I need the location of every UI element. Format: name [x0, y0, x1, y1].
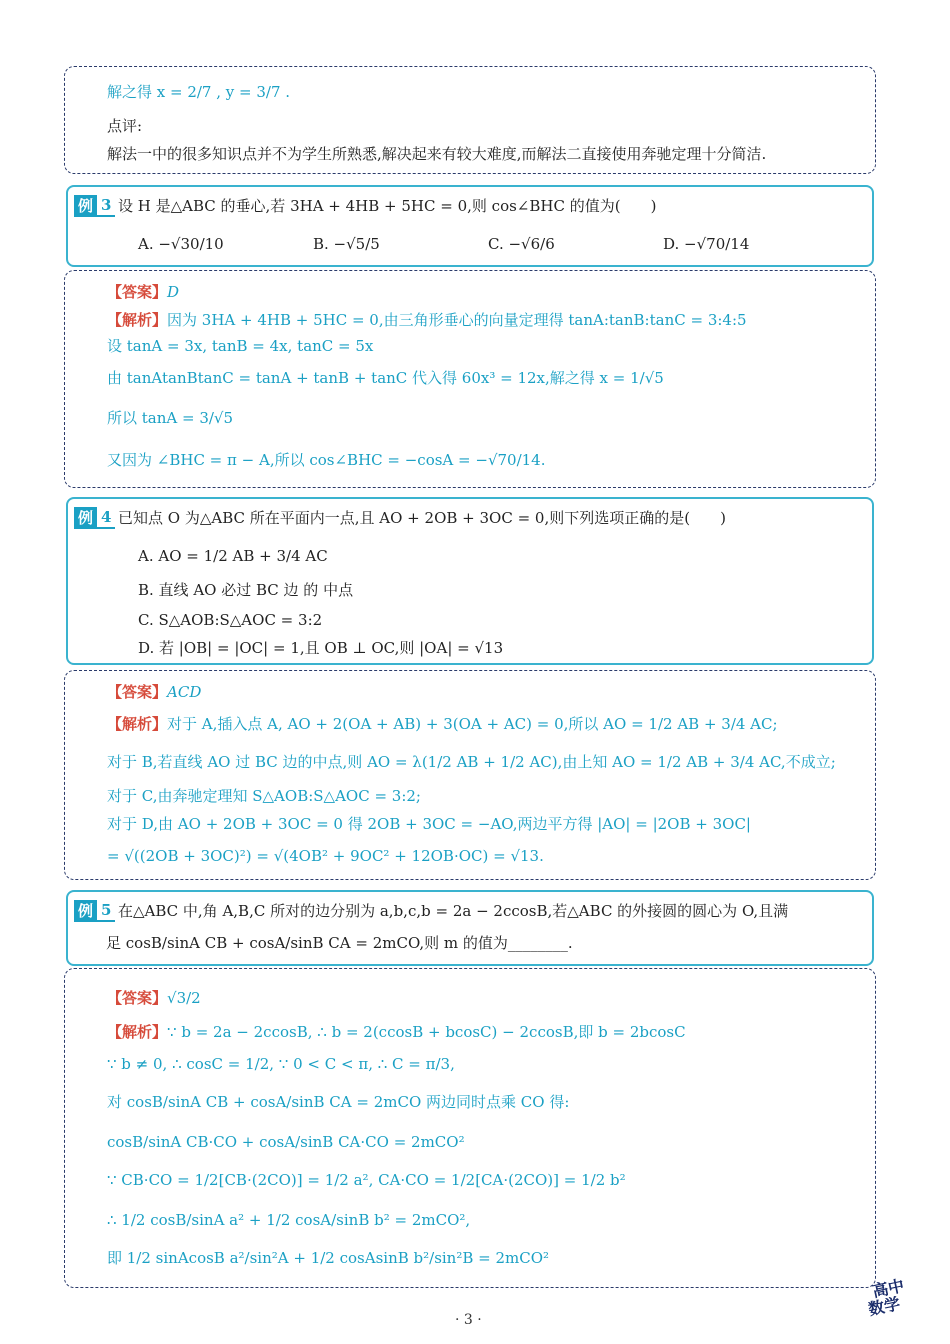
analysis-line-2: 设 tanA = 3x, tanB = 4x, tanC = 5x [107, 337, 374, 355]
solution-result-line: 解之得 x = 2/7 , y = 3/7 . [107, 83, 291, 101]
analysis-line-3: 对 cosB/sinA CB + cosA/sinB CA = 2mCO 两边同时点乘 CO 得: [107, 1093, 570, 1111]
example-5-stem-2: 足 cosB/sinA CB + cosA/sinB CA = 2mCO,则 m 的值为________. [106, 934, 573, 952]
analysis-line-7: 即 1/2 sinAcosB a²/sin²A + 1/2 cosAsinB b²/sin²B = 2mCO² [107, 1249, 550, 1267]
analysis-label: 【解析】 [107, 311, 168, 329]
option-c: C. −√6/6 [488, 235, 555, 253]
example-5-tag [74, 900, 115, 922]
option-d: D. 若 |OB| = |OC| = 1,且 OB ⊥ OC,则 |OA| = √13 [138, 639, 504, 657]
logo [862, 1275, 908, 1320]
answer-value: D [167, 283, 180, 301]
option-c: C. S△AOB:S△AOC = 3:2 [138, 611, 323, 629]
analysis-line-3: 对于 C,由奔驰定理知 S△AOB:S△AOC = 3:2; [107, 787, 421, 805]
analysis-line-4: 所以 tanA = 3/√5 [107, 409, 234, 427]
logo-text-bottom: 数学 [866, 1293, 902, 1320]
answer-line [107, 987, 201, 1009]
answer-value: ACD [167, 683, 202, 701]
solution-5-box [64, 968, 876, 1288]
example-label: 例 [74, 507, 97, 529]
analysis-text: 对于 A,插入点 A, AO + 2(OA + AB) + 3(OA + AC) = 0,所以 AO = 1/2 AB + 3/4 AC; [167, 715, 778, 733]
analysis-line-2: 对于 B,若直线 AO 过 BC 边的中点,则 AO = λ(1/2 AB + 1/2 AC),由上知 AO = 1/2 AB + 3/4 AC,不成立; [107, 753, 836, 771]
example-3-box [66, 185, 874, 267]
comment-label: 点评: [107, 117, 143, 135]
comment-text: 解法一中的很多知识点并不为学生所熟悉,解决起来有较大难度,而解法二直接使用奔驰定理十分简洁. [107, 145, 767, 163]
page-number: · 3 · [455, 1312, 482, 1328]
analysis-line-4: cosB/sinA CB·CO + cosA/sinB CA·CO = 2mCO² [107, 1133, 465, 1151]
example-4-stem: 已知点 O 为△ABC 所在平面内一点,且 AO + 2OB + 3OC = 0,则下列选项正确的是( ) [118, 509, 726, 527]
answer-label: 【答案】 [107, 283, 168, 301]
example-4-box [66, 497, 874, 665]
example-label: 例 [74, 900, 97, 922]
example-number: 3 [97, 196, 115, 217]
example-3-stem: 设 H 是△ABC 的垂心,若 3HA + 4HB + 5HC = 0,则 cos∠BHC 的值为( ) [118, 197, 657, 215]
solution-4-box [64, 670, 876, 880]
option-b: B. −√5/5 [313, 235, 380, 253]
answer-line [107, 281, 179, 303]
solution-3-box [64, 270, 876, 488]
analysis-label: 【解析】 [107, 1023, 168, 1041]
option-a: A. AO = 1/2 AB + 3/4 AC [138, 547, 328, 565]
answer-line [107, 681, 201, 703]
example-4-tag [74, 507, 115, 529]
example-label: 例 [74, 195, 97, 217]
example-number: 4 [97, 508, 115, 529]
analysis-text: ∵ b = 2a − 2ccosB, ∴ b = 2(ccosB + bcosC) − 2ccosB,即 b = 2bcosC [167, 1023, 686, 1041]
analysis-label: 【解析】 [107, 715, 168, 733]
logo-text-top: 高中 [870, 1275, 906, 1302]
analysis-line-5: ∵ CB·CO = 1/2[CB·(2CO)] = 1/2 a², CA·CO = 1/2[CA·(2CO)] = 1/2 b² [107, 1171, 626, 1189]
analysis-text: 因为 3HA + 4HB + 5HC = 0,由三角形垂心的向量定理得 tanA:tanB:tanC = 3:4:5 [167, 311, 747, 329]
analysis-line-1 [107, 713, 778, 735]
analysis-line-4: 对于 D,由 AO + 2OB + 3OC = 0 得 2OB + 3OC = −AO,两边平方得 |AO| = |2OB + 3OC| [107, 815, 751, 833]
solution-box-continued [64, 66, 876, 174]
option-d: D. −√70/14 [663, 235, 750, 253]
analysis-line-6: ∴ 1/2 cosB/sinA a² + 1/2 cosA/sinB b² = 2mCO², [107, 1211, 471, 1229]
analysis-line-2: ∵ b ≠ 0, ∴ cosC = 1/2, ∵ 0 < C < π, ∴ C = π/3, [107, 1055, 455, 1073]
analysis-line-3: 由 tanAtanBtanC = tanA + tanB + tanC 代入得 60x³ = 12x,解之得 x = 1/√5 [107, 369, 664, 387]
example-3-tag [74, 195, 115, 217]
answer-label: 【答案】 [107, 989, 168, 1007]
answer-value: √3/2 [167, 989, 201, 1007]
example-number: 5 [97, 901, 115, 922]
analysis-line-5: 又因为 ∠BHC = π − A,所以 cos∠BHC = −cosA = −√70/14. [107, 451, 546, 469]
option-a: A. −√30/10 [138, 235, 224, 253]
analysis-line-1 [107, 1021, 686, 1043]
analysis-line-1 [107, 309, 747, 331]
example-5-box [66, 890, 874, 966]
option-b: B. 直线 AO 必过 BC 边 的 中点 [138, 581, 354, 599]
analysis-line-5: = √((2OB + 3OC)²) = √(4OB² + 9OC² + 12OB·OC) = √13. [107, 847, 544, 865]
answer-label: 【答案】 [107, 683, 168, 701]
example-5-stem-1: 在△ABC 中,角 A,B,C 所对的边分别为 a,b,c,b = 2a − 2ccosB,若△ABC 的外接圆的圆心为 O,且满 [118, 902, 789, 920]
